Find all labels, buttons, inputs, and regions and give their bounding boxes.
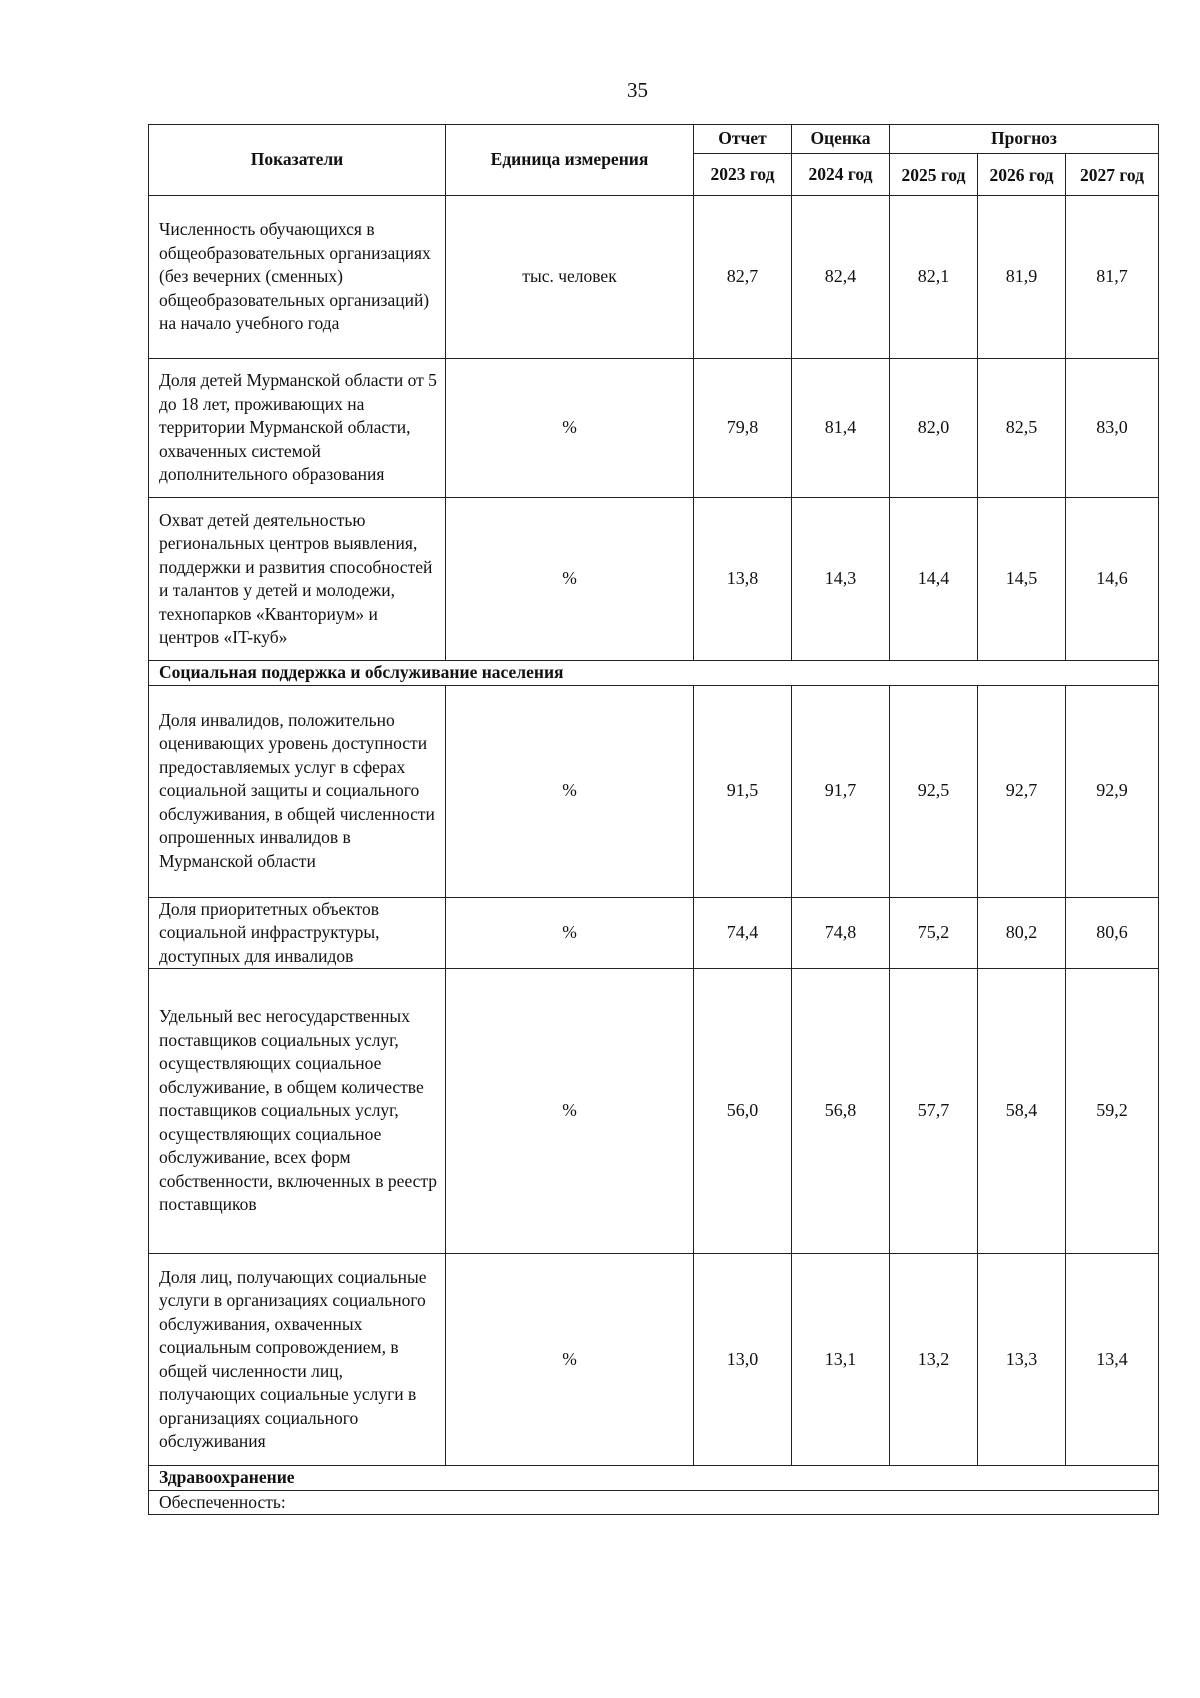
header-year-2024: 2024 год [792,154,890,196]
header-forecast: Прогноз [890,125,1159,154]
value-cell: 13,1 [792,1254,890,1466]
unit-cell: % [446,969,694,1254]
value-cell: 81,7 [1066,196,1159,359]
indicator-cell: Численность обучающихся в общеобразовательных организациях (без вечерних (сменных) общеобразовательных организаций) на начало учебного года [149,196,446,359]
value-cell: 14,6 [1066,498,1159,661]
unit-cell: тыс. человек [446,196,694,359]
value-cell: 83,0 [1066,359,1159,498]
value-cell: 56,8 [792,969,890,1254]
value-cell: 14,3 [792,498,890,661]
value-cell: 92,5 [890,685,978,897]
header-year-2023: 2023 год [694,154,792,196]
header-estimate: Оценка [792,125,890,154]
indicator-cell: Доля лиц, получающих социальные услуги в организациях социального обслуживания, охваченных социальным сопровождением, в общей численности лиц, получающих социальные услуги в организациях социального обслуживания [149,1254,446,1466]
unit-cell: % [446,1254,694,1466]
indicator-cell: Доля приоритетных объектов социальной инфраструктуры, доступных для инвалидов [149,897,446,969]
value-cell: 80,2 [978,897,1066,969]
value-cell: 13,3 [978,1254,1066,1466]
section-title-social: Социальная поддержка и обслуживание населения [149,661,1159,686]
section-row [149,1466,1159,1491]
value-cell: 82,0 [890,359,978,498]
value-cell: 81,4 [792,359,890,498]
value-cell: 58,4 [978,969,1066,1254]
value-cell: 82,4 [792,196,890,359]
row-provision-label: Обеспеченность: [149,1490,1159,1515]
unit-cell: % [446,897,694,969]
indicator-cell: Доля инвалидов, положительно оценивающих уровень доступности предоставляемых услуг в сферах социальной защиты и социального обслуживания, в общей численности опрошенных инвалидов в Мурманской области [149,685,446,897]
value-cell: 80,6 [1066,897,1159,969]
table-row [149,969,1159,1254]
table-row [149,1254,1159,1466]
table-row [149,1490,1159,1515]
value-cell: 82,5 [978,359,1066,498]
value-cell: 91,7 [792,685,890,897]
value-cell: 56,0 [694,969,792,1254]
table-row [149,359,1159,498]
header-year-2027: 2027 год [1066,154,1159,196]
indicator-cell: Охват детей деятельностью региональных центров выявления, поддержки и развития способностей и талантов у детей и молодежи, технопарков «Кванториум» и центров «IT-куб» [149,498,446,661]
value-cell: 75,2 [890,897,978,969]
unit-cell: % [446,498,694,661]
unit-cell: % [446,685,694,897]
value-cell: 13,0 [694,1254,792,1466]
page-number: 35 [627,78,648,102]
value-cell: 74,8 [792,897,890,969]
table-row [149,897,1159,969]
header-indicators: Показатели [149,125,446,196]
value-cell: 13,4 [1066,1254,1159,1466]
indicators-table [148,124,1159,1515]
value-cell: 59,2 [1066,969,1159,1254]
value-cell: 79,8 [694,359,792,498]
value-cell: 14,4 [890,498,978,661]
header-year-2025: 2025 год [890,154,978,196]
header-unit: Единица измерения [446,125,694,196]
value-cell: 57,7 [890,969,978,1254]
value-cell: 91,5 [694,685,792,897]
value-cell: 14,5 [978,498,1066,661]
value-cell: 13,2 [890,1254,978,1466]
section-title-health: Здравоохранение [149,1466,1159,1491]
unit-cell: % [446,359,694,498]
table-row [149,685,1159,897]
value-cell: 82,1 [890,196,978,359]
value-cell: 13,8 [694,498,792,661]
indicator-cell: Удельный вес негосударственных поставщиков социальных услуг, осуществляющих социальное обслуживание, в общем количестве поставщиков социальных услуг, осуществляющих социальное обслуживание, всех форм собственности, включенных в реестр поставщиков [149,969,446,1254]
value-cell: 74,4 [694,897,792,969]
section-row [149,661,1159,686]
header-year-2026: 2026 год [978,154,1066,196]
value-cell: 92,7 [978,685,1066,897]
table-row [149,196,1159,359]
value-cell: 82,7 [694,196,792,359]
value-cell: 92,9 [1066,685,1159,897]
indicator-cell: Доля детей Мурманской области от 5 до 18 лет, проживающих на территории Мурманской области, охваченных системой дополнительного образования [149,359,446,498]
table-row [149,498,1159,661]
header-report: Отчет [694,125,792,154]
value-cell: 81,9 [978,196,1066,359]
